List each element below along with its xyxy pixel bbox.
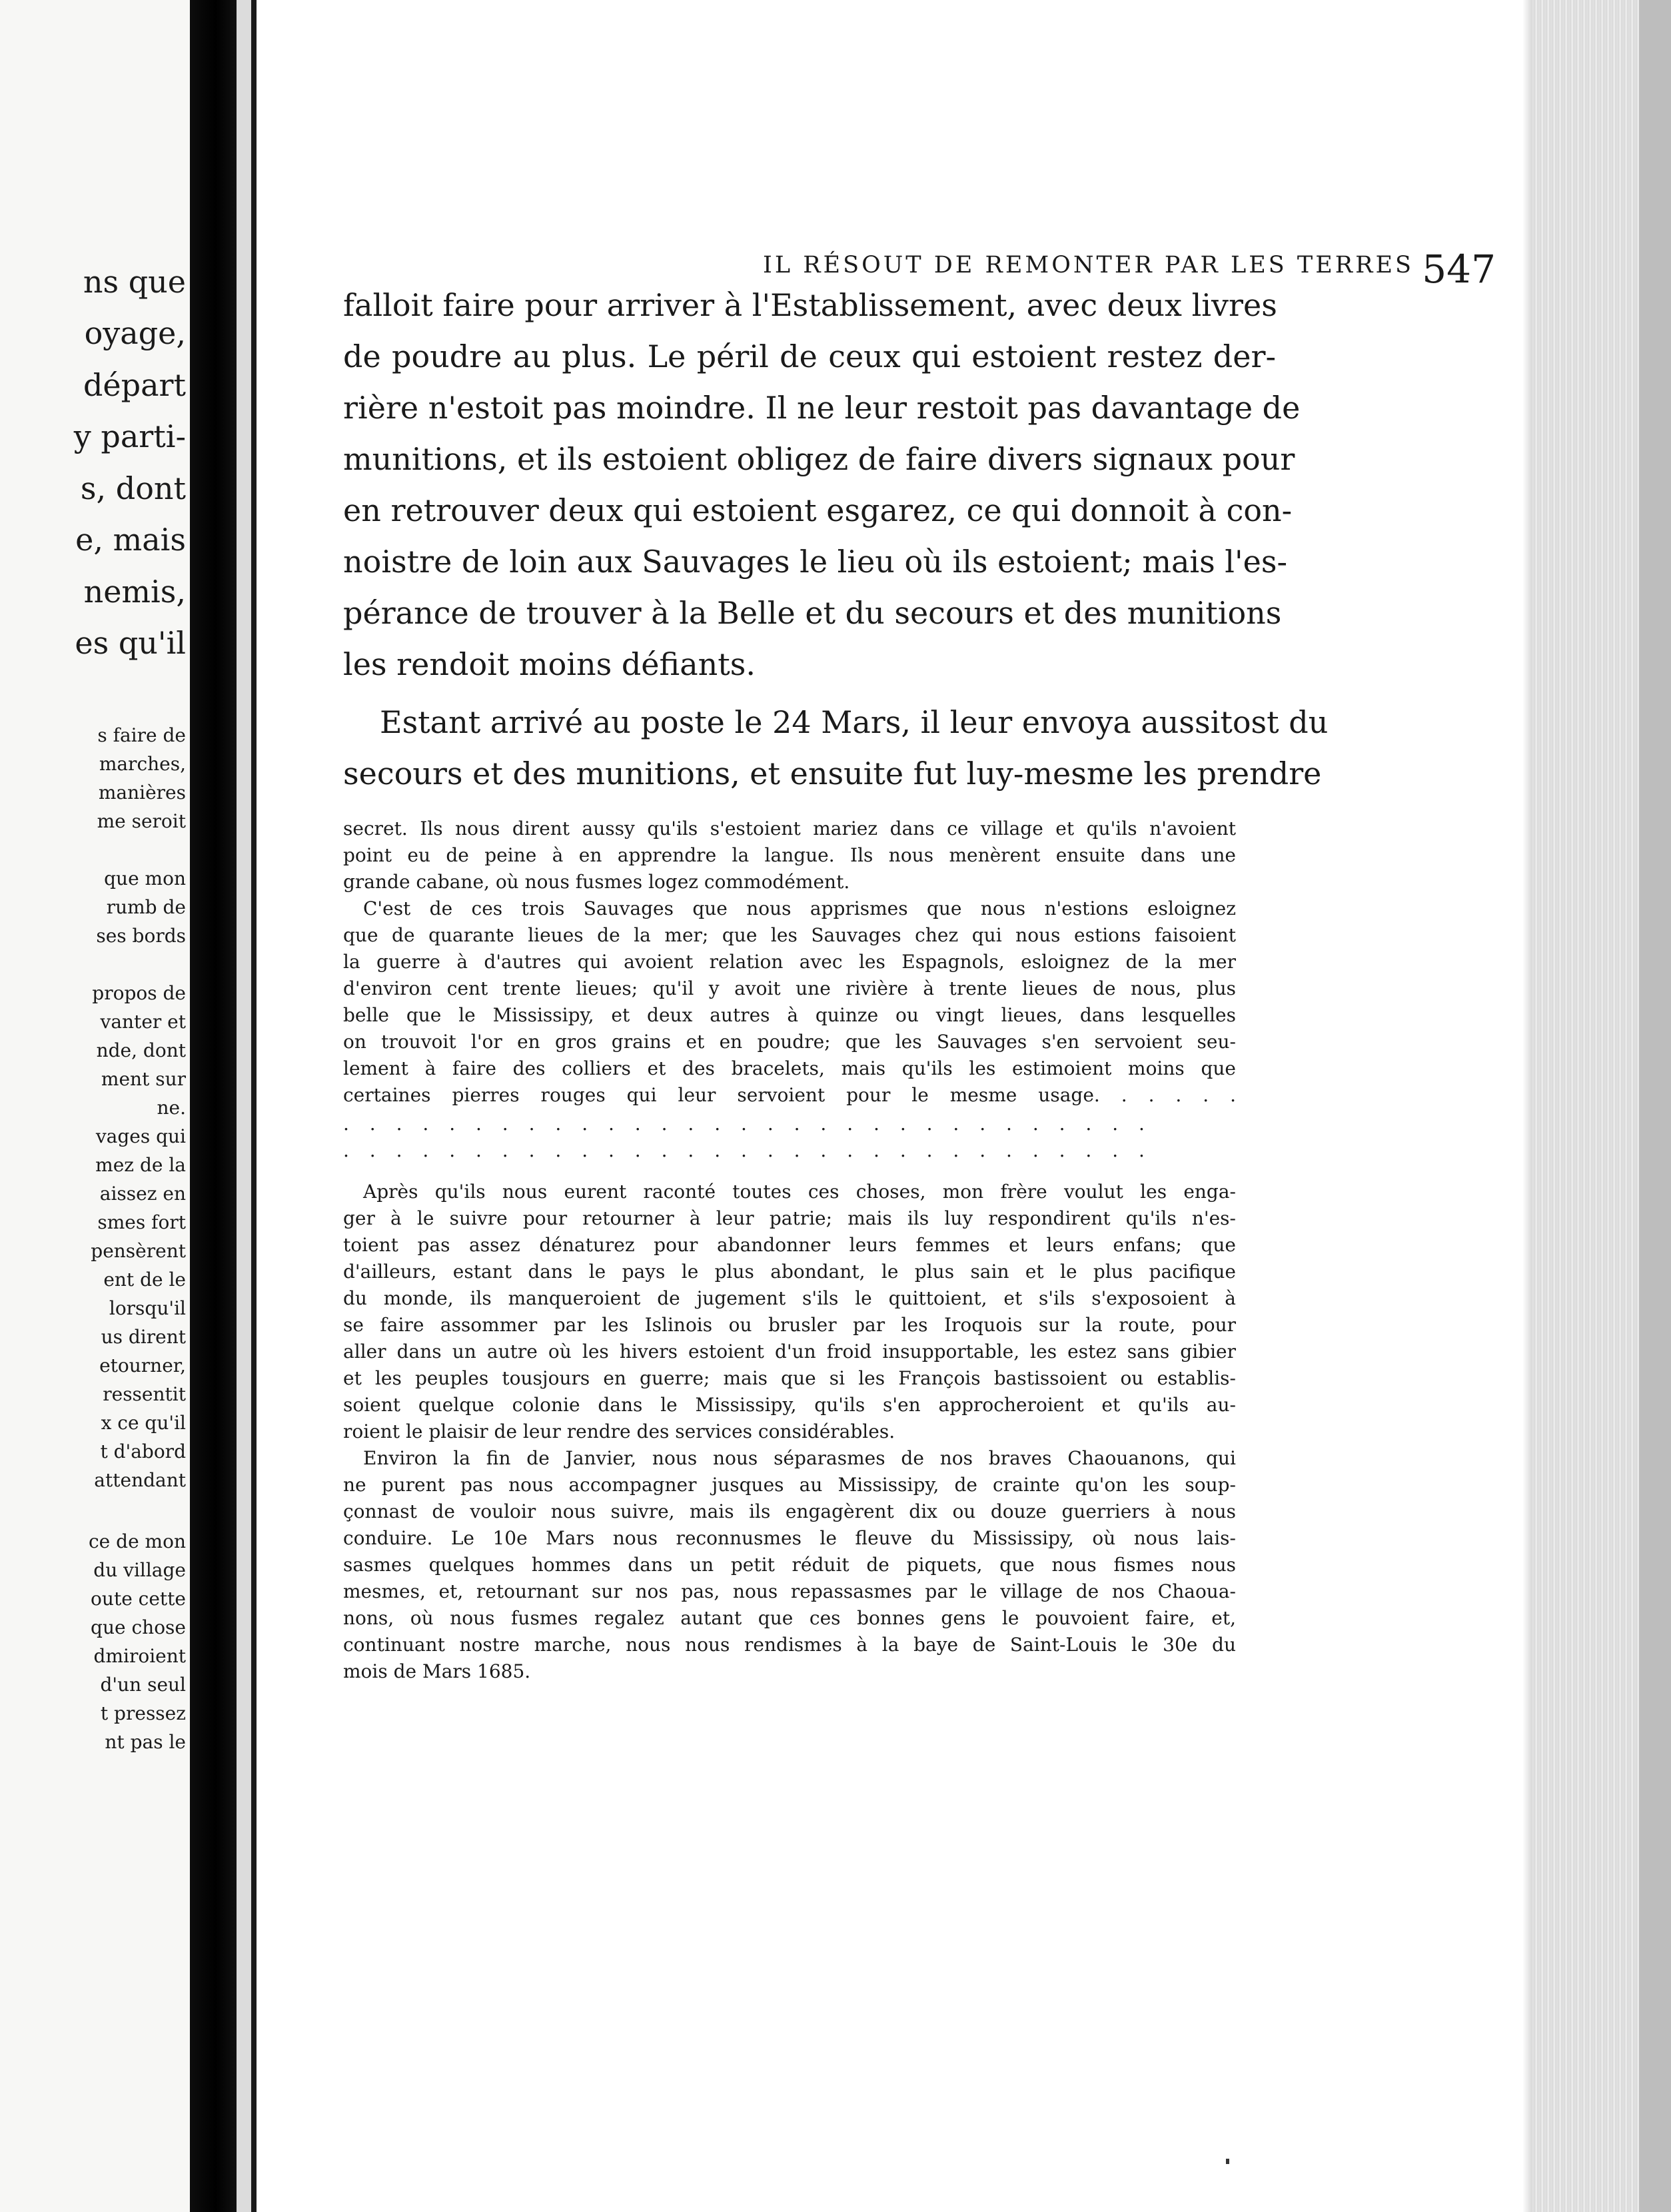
note-line: roient le plaisir de leur rendre des services considérables. <box>343 1420 895 1442</box>
left-page-note-line: rumb de <box>106 896 186 918</box>
main-page <box>257 0 1522 2212</box>
running-head <box>510 247 1496 292</box>
note-line: secret. Ils nous dirent aussy qu'ils s'estoient mariez dans ce village et qu'ils n'avoient <box>343 818 1236 839</box>
note-line: d'ailleurs, estant dans le pays le plus abondant, le plus sain et le plus pacifique <box>343 1261 1236 1283</box>
text-line: falloit faire pour arriver à l'Establissement, avec deux livres <box>343 287 1277 323</box>
left-page-note-line: ses bords <box>96 925 186 947</box>
left-page-note-line: propos de <box>92 982 186 1004</box>
left-page-line: s, dont <box>80 470 186 506</box>
left-page-note-line: nde, dont <box>96 1039 186 1061</box>
left-page-note-line: ent de le <box>103 1269 186 1291</box>
left-page-note-line: que mon <box>104 867 186 889</box>
left-page-note-line: ne. <box>157 1097 186 1119</box>
text-line: les rendoit moins défiants. <box>343 646 756 682</box>
note-line: Après qu'ils nous eurent raconté toutes ces choses, mon frère voulut les enga- <box>363 1181 1236 1203</box>
note-line: mois de Mars 1685. <box>343 1660 531 1682</box>
running-head-title: IL RÉSOUT DE REMONTER PAR LES TERRES <box>763 252 1414 278</box>
book-gutter-shadow <box>190 0 237 2212</box>
note-line: continuant nostre marche, nous nous rendismes à la baye de Saint-Louis le 30e du <box>343 1634 1236 1656</box>
text-line: en retrouver deux qui estoient esgarez, ce qui donnoit à con- <box>343 492 1293 528</box>
note-line: nons, où nous fusmes regalez autant que ces bonnes gens le pouvoient faire, et, <box>343 1607 1236 1629</box>
book-spine-edge <box>251 0 257 2212</box>
left-page-line: oyage, <box>84 315 186 351</box>
left-page-note-line: t pressez <box>100 1702 186 1724</box>
note-line: d'environ cent trente lieues; qu'il y avoit une rivière à trente lieues de nous, plus <box>343 977 1236 999</box>
note-line: et les peuples tousjours en guerre; mais que si les François bastissoient ou establis- <box>343 1367 1236 1389</box>
left-page-note-line: ment sur <box>101 1068 186 1090</box>
left-page-note-line: vanter et <box>100 1011 186 1033</box>
note-line: soient quelque colonie dans le Mississipy, qu'ils s'en approcheroient et qu'ils au- <box>343 1394 1236 1416</box>
text-line: de poudre au plus. Le péril de ceux qui estoient restez der- <box>343 338 1276 374</box>
left-facing-page <box>0 0 190 2212</box>
note-line: ne purent pas nous accompagner jusques au Mississipy, de crainte qu'on les soup- <box>343 1474 1236 1496</box>
left-page-line: es qu'il <box>75 625 186 661</box>
left-page-note-line: d'un seul <box>100 1674 186 1696</box>
note-line: toient pas assez dénaturez pour abandonner leurs femmes et leurs enfans; que <box>343 1234 1236 1256</box>
note-line: que de quarante lieues de la mer; que les Sauvages chez qui nous estions faisoient <box>343 924 1236 946</box>
text-line: Estant arrivé au poste le 24 Mars, il leur envoya aussitost du <box>380 704 1329 740</box>
note-line: la guerre à d'autres qui avoient relation avec les Espagnols, esloignez de la mer <box>343 951 1236 973</box>
ellipsis-dots-line: . . . . . . . . . . . . . . . . . . . . . . . . . . . . . . . <box>343 1113 1152 1135</box>
left-page-note-line: me seroit <box>97 810 186 832</box>
left-page-note-line: du village <box>93 1559 186 1581</box>
note-line: du monde, ils manqueroient de jugement s'ils le quittoient, et s'ils s'exposoient à <box>343 1287 1236 1309</box>
left-page-note-line: ce de mon <box>89 1530 186 1552</box>
left-page-note-line: manières <box>98 782 186 804</box>
note-line: on trouvoit l'or en gros grains et en poudre; que les Sauvages s'en servoient seu- <box>343 1031 1236 1053</box>
left-page-note-line: s faire de <box>97 724 186 746</box>
note-line: ger à le suivre pour retourner à leur patrie; mais ils luy respondirent qu'ils n'es- <box>343 1207 1236 1229</box>
text-line: noistre de loin aux Sauvages le lieu où ils estoient; mais l'es- <box>343 544 1288 580</box>
note-line: aller dans un autre où les hivers estoient d'un froid insupportable, les estez sans gibier <box>343 1341 1236 1363</box>
note-line: certaines pierres rouges qui leur servoient pour le mesme usage. . . . . . <box>343 1084 1236 1106</box>
note-line: se faire assommer par les Islinois ou brusler par les Iroquois sur la route, pour <box>343 1314 1236 1336</box>
left-page-note-line: mez de la <box>95 1154 186 1176</box>
left-page-note-line: x ce qu'il <box>101 1412 186 1434</box>
page-number: 547 <box>1422 247 1496 292</box>
note-line: grande cabane, où nous fusmes logez commodément. <box>343 871 850 893</box>
left-page-note-line: que chose <box>91 1616 186 1638</box>
left-page-note-line: oute cette <box>91 1588 186 1610</box>
left-page-line: e, mais <box>75 522 186 558</box>
left-page-note-line: aissez en <box>99 1183 186 1205</box>
book-outer-edge <box>1639 0 1671 2212</box>
note-line: conduire. Le 10e Mars nous reconnusmes le fleuve du Mississipy, où nous lais- <box>343 1527 1236 1549</box>
left-page-line: nemis, <box>83 574 186 610</box>
left-page-note-line: nt pas le <box>105 1731 186 1753</box>
note-line: point eu de peine à en apprendre la langue. Ils nous menèrent ensuite dans une <box>343 844 1236 866</box>
note-line: Environ la fin de Janvier, nous nous séparasmes de nos braves Chaouanons, qui <box>363 1447 1236 1469</box>
left-page-note-line: etourner, <box>99 1355 186 1377</box>
left-page-line: départ <box>83 367 186 403</box>
left-page-note-line: dmiroient <box>93 1645 186 1667</box>
left-page-note-line: marches, <box>99 753 186 775</box>
note-line: sasmes quelques hommes dans un petit réduit de piquets, que nous fismes nous <box>343 1554 1236 1576</box>
note-line: mesmes, et, retournant sur nos pas, nous repassasmes par le village de nos Chaoua- <box>343 1580 1236 1602</box>
left-page-note-line: t d'abord <box>100 1440 186 1462</box>
text-line: munitions, et ils estoient obligez de faire divers signaux pour <box>343 441 1295 477</box>
book-spine-strip <box>237 0 251 2212</box>
note-line: lement à faire des colliers et des bracelets, mais qu'ils les estimoient moins que <box>343 1057 1236 1079</box>
paper-speck <box>1226 2159 1229 2164</box>
left-page-line: ns que <box>83 264 186 300</box>
left-page-note-line: ressentit <box>103 1383 186 1405</box>
left-page-note-line: lorsqu'il <box>109 1297 186 1319</box>
note-line: C'est de ces trois Sauvages que nous apprismes que nous n'estions esloignez <box>363 897 1236 919</box>
left-page-note-line: vages qui <box>95 1125 186 1147</box>
left-page-note-line: attendant <box>94 1469 186 1491</box>
note-line: belle que le Mississipy, et deux autres à quinze ou vingt lieues, dans lesquelles <box>343 1004 1236 1026</box>
left-page-note-line: pensèrent <box>91 1240 186 1262</box>
text-line: rière n'estoit pas moindre. Il ne leur restoit pas davantage de <box>343 390 1301 426</box>
note-line: çonnast de vouloir nous suivre, mais ils engagèrent dix ou douze guerriers à nous <box>343 1500 1236 1522</box>
ellipsis-dots-line: . . . . . . . . . . . . . . . . . . . . . . . . . . . . . . . <box>343 1139 1152 1161</box>
left-page-note-line: us dirent <box>101 1326 186 1348</box>
text-line: secours et des munitions, et ensuite fut luy-mesme les prendre <box>343 756 1322 792</box>
left-page-line: y parti- <box>73 418 186 454</box>
left-page-note-line: smes fort <box>97 1211 186 1233</box>
text-line: pérance de trouver à la Belle et du secours et des munitions <box>343 595 1282 631</box>
